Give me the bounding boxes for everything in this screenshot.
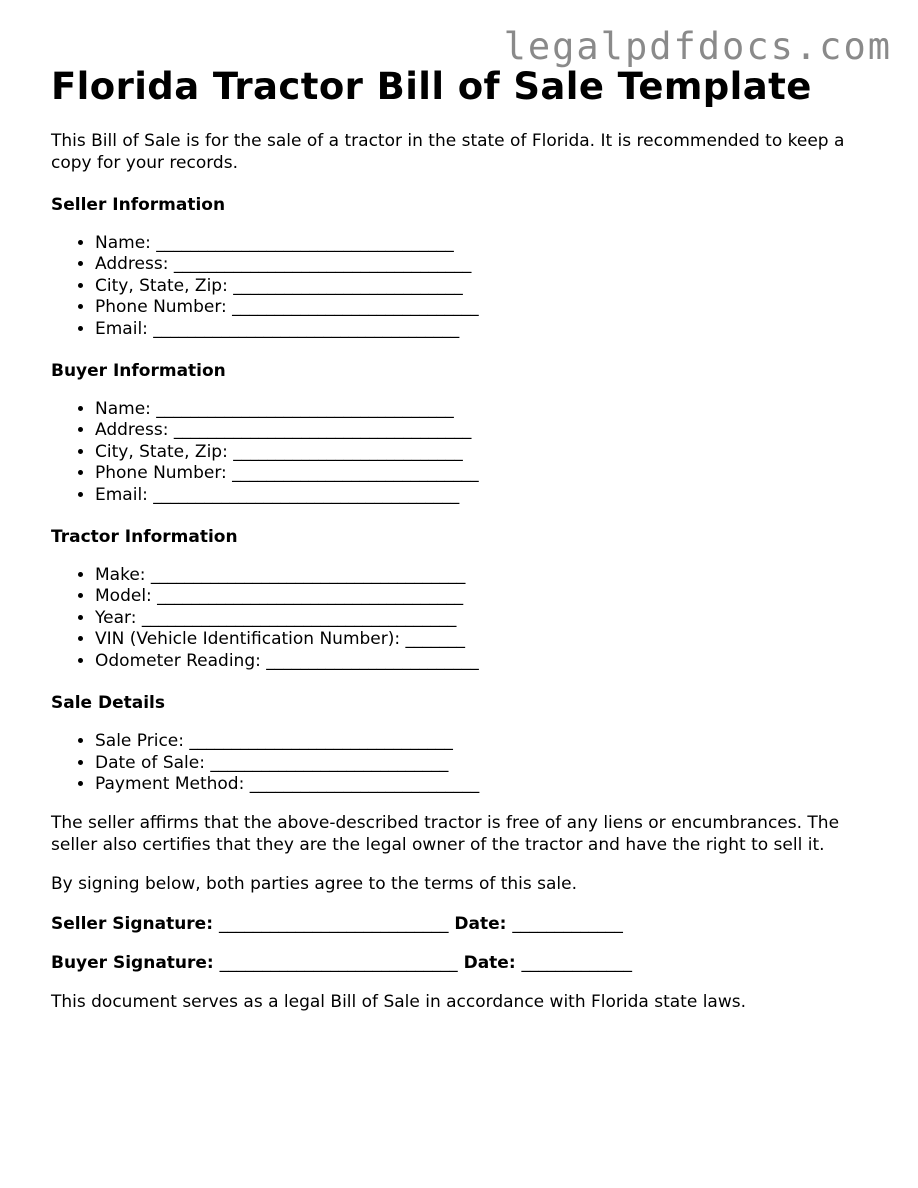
buyer-field-list (51, 399, 871, 506)
tractor-year-field[interactable]: • Year: _____________________________________ (95, 608, 871, 629)
buyer-name-field[interactable]: • Name: ___________________________________ (95, 399, 871, 420)
seller-phone-field[interactable]: • Phone Number: _____________________________ (95, 297, 871, 318)
buyer-email-field[interactable]: • Email: ____________________________________ (95, 485, 871, 506)
seller-name-field[interactable]: • Name: ___________________________________ (95, 233, 871, 254)
tractor-make-field[interactable]: • Make: _____________________________________ (95, 565, 871, 586)
buyer-address-field[interactable]: • Address: ___________________________________ (95, 420, 871, 441)
sale-price-field[interactable]: • Sale Price: _______________________________ (95, 731, 871, 752)
buyer-section-heading: Buyer Information (51, 361, 226, 382)
sale-field-list (51, 731, 871, 795)
buyer-city-state-zip-field[interactable]: • City, State, Zip: ___________________________ (95, 442, 871, 463)
seller-date-label: Date: (454, 913, 507, 934)
seller-city-state-zip-field[interactable]: • City, State, Zip: ___________________________ (95, 276, 871, 297)
tractor-odometer-field[interactable]: • Odometer Reading: _________________________ (95, 651, 871, 672)
seller-section-heading: Seller Information (51, 195, 226, 215)
agreement-paragraph: By signing below, both parties agree to the terms of this sale. (51, 874, 578, 895)
seller-email-field[interactable]: • Email: ____________________________________ (95, 319, 871, 340)
intro-paragraph: This Bill of Sale is for the sale of a tractor in the state of Florida. It is recommended to keep a copy for your records. (51, 131, 845, 173)
buyer-date-blank[interactable]: _____________ (521, 952, 633, 973)
closing-paragraph: This document serves as a legal Bill of Sale in accordance with Florida state laws. (51, 991, 747, 1012)
sale-date-field[interactable]: • Date of Sale: ____________________________ (95, 753, 871, 774)
tractor-field-list (51, 565, 871, 672)
buyer-signature-blank[interactable]: ____________________________ (219, 952, 458, 973)
buyer-date-label: Date: (463, 952, 516, 973)
tractor-model-field[interactable]: • Model: ____________________________________ (95, 586, 871, 607)
seller-address-field[interactable]: • Address: ___________________________________ (95, 254, 871, 275)
payment-method-field[interactable]: • Payment Method: ___________________________ (95, 774, 871, 795)
tractor-vin-field[interactable]: • VIN (Vehicle Identification Number): _______ (95, 629, 871, 650)
buyer-signature-line (51, 952, 871, 974)
seller-signature-blank[interactable]: ___________________________ (218, 913, 449, 934)
document-title: Florida Tractor Bill of Sale Template (51, 65, 812, 108)
seller-signature-label: Seller Signature: (51, 913, 214, 934)
tractor-section-heading: Tractor Information (51, 527, 238, 548)
seller-date-blank[interactable]: _____________ (512, 913, 623, 934)
sale-section-heading: Sale Details (51, 693, 166, 714)
watermark-logo: legalpdfdocs.com (503, 25, 892, 68)
affirmation-paragraph: The seller affirms that the above-described tractor is free of any liens or encumbrances. The seller also certifies that they are the legal owner of the tractor and have the right to sell it. (51, 813, 840, 855)
document-page (51, 64, 871, 1013)
buyer-phone-field[interactable]: • Phone Number: _____________________________ (95, 463, 871, 484)
buyer-signature-label: Buyer Signature: (51, 952, 214, 973)
seller-field-list (51, 233, 871, 340)
seller-signature-line (51, 913, 871, 935)
